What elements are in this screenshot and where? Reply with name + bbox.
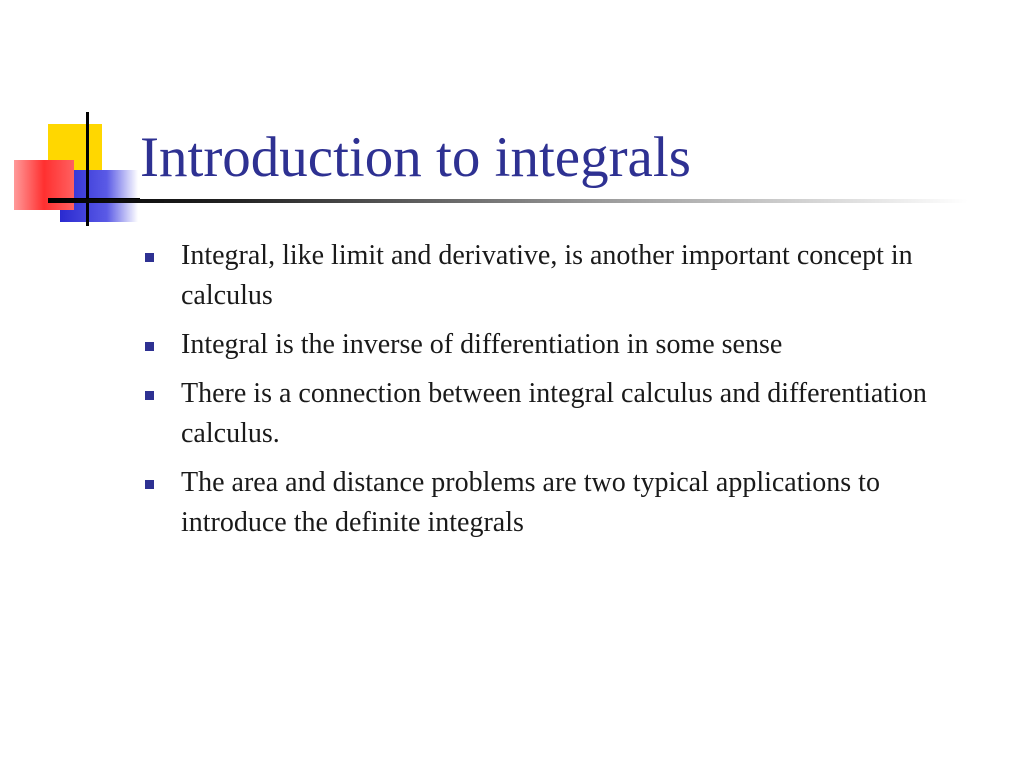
square-bullet-icon [145,391,154,400]
bullet-text: Integral, like limit and derivative, is another important concept in calculus [181,240,913,311]
bullet-item [145,463,965,543]
slide-title: Introduction to integrals [140,126,691,189]
square-bullet-icon [145,342,154,351]
bullet-text: The area and distance problems are two typical applications to introduce the definite integrals [181,467,880,538]
square-bullet-icon [145,253,154,262]
bullet-text: Integral is the inverse of differentiation in some sense [181,329,783,360]
bullet-list [145,236,965,552]
decorative-squares-graphic [0,0,140,240]
bullet-item [145,325,965,365]
bullet-text: There is a connection between integral calculus and differentiation calculus. [181,378,927,449]
square-bullet-icon [145,480,154,489]
bullet-item [145,236,965,316]
vertical-line [86,112,89,226]
bullet-item [145,374,965,454]
title-underline [48,199,968,203]
